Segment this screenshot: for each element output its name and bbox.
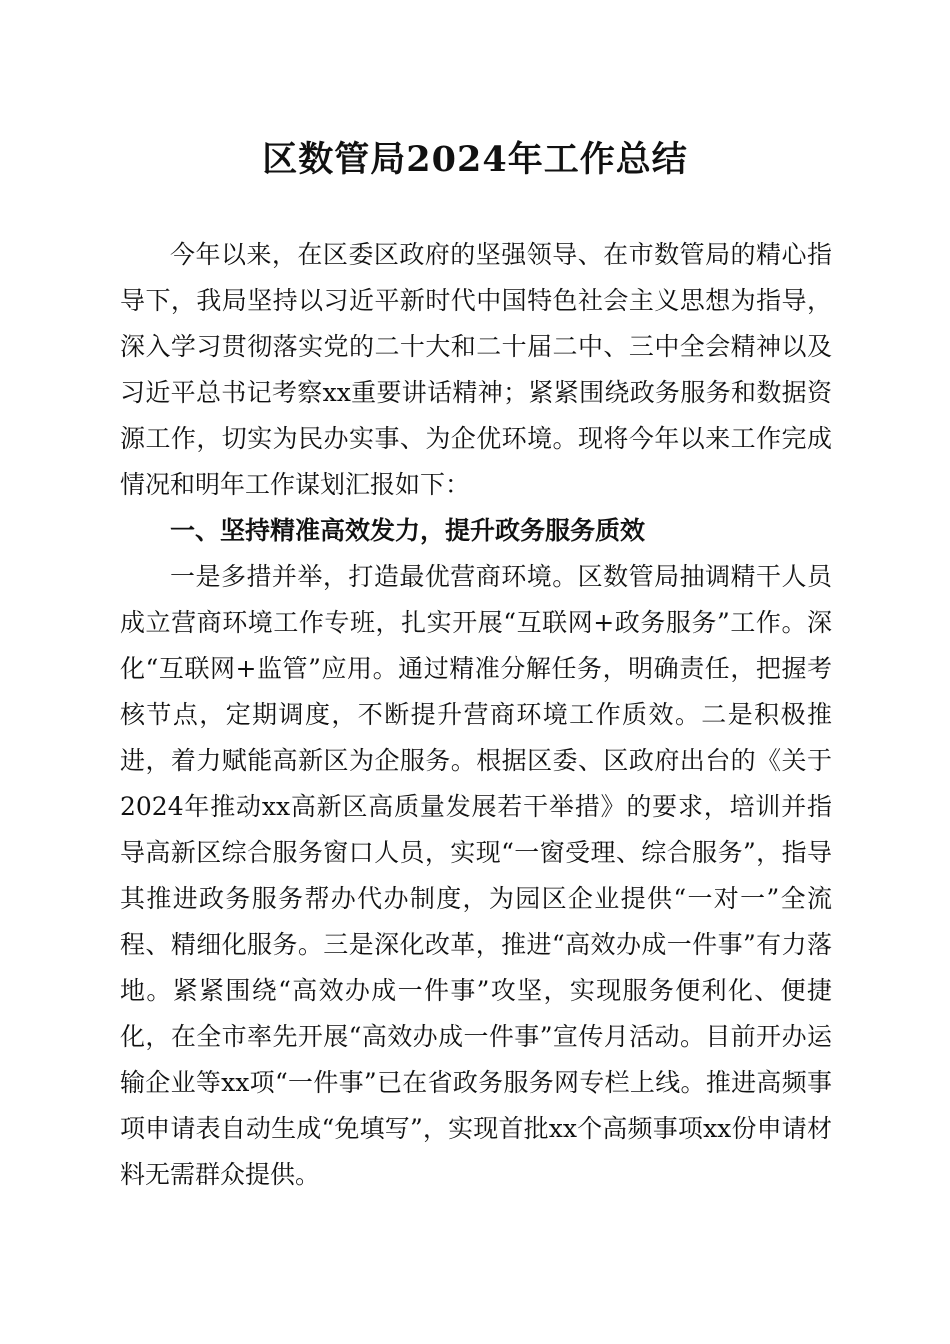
section-paragraph: 一是多措并举，打造最优营商环境。区数管局抽调精干人员成立营商环境工作专班，扎实开展“互联网+政务服务”工作。深化“互联网+监管”应用。通过精准分解任务，明确责任，把握考核节点，定期调度，不断提升营商环境工作质效。二是积极推进，着力赋能高新区为企服务。根据区委、区政府出台的《关于2024年推动xx高新区高质量发展若干举措》的要求，培训并指导高新区综合服务窗口人员，实现“一窗受理、综合服务”，指导其推进政务服务帮办代办制度，为园区企业提供“一对一”全流程、精细化服务。三是深化改革，推进“高效办成一件事”有力落地。紧紧围绕“高效办成一件事”攻坚，实现服务便利化、便捷化，在全市率先开展“高效办成一件事”宣传月活动。目前开办运输企业等xx项“一件事”已在省政务服务网专栏上线。推进高频事项申请表自动生成“免填写”，实现首批xx个高频事项xx份申请材料无需群众提供。 <box>120 562 832 1189</box>
section-heading: 一、坚持精准高效发力，提升政务服务质效 <box>170 516 646 545</box>
document-title: 区数管局2024年工作总结 <box>262 139 688 180</box>
document-body <box>120 232 832 1198</box>
intro-paragraph: 今年以来，在区委区政府的坚强领导、在市数管局的精心指导下，我局坚持以习近平新时代中国特色社会主义思想为指导，深入学习贯彻落实党的二十大和二十届二中、三中全会精神以及习近平总书记考察xx重要讲话精神；紧紧围绕政务服务和数据资源工作，切实为民办实事、为企优环境。现将今年以来工作完成情况和明年工作谋划汇报如下： <box>120 240 832 499</box>
